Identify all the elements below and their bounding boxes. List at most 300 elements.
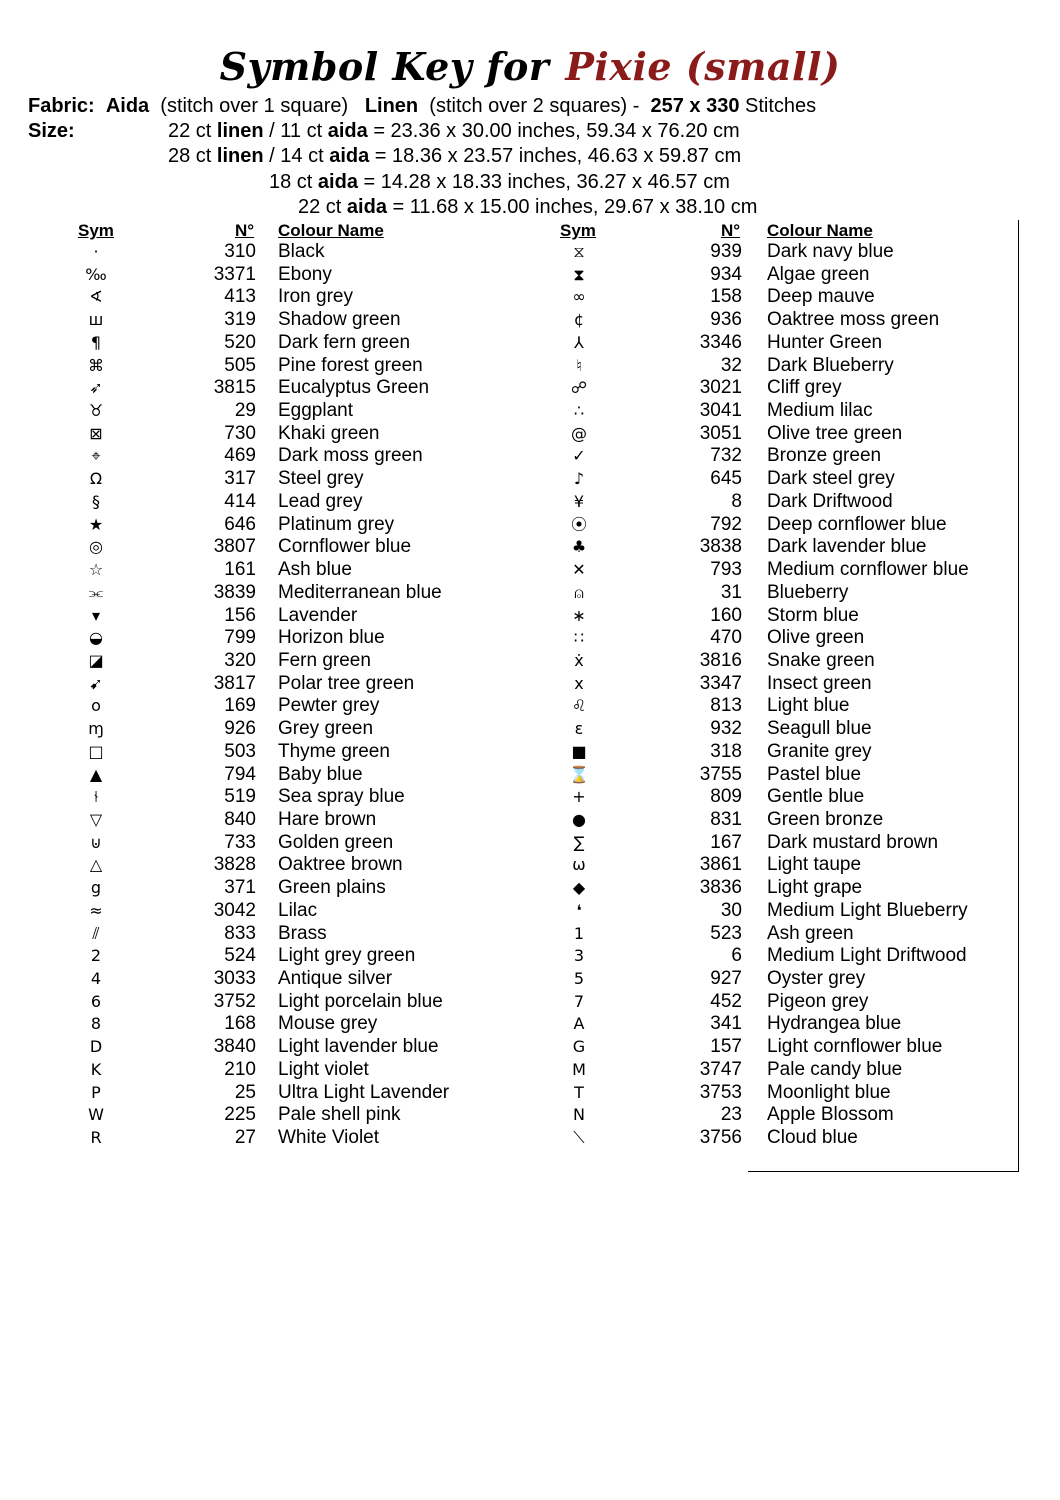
symbol-glyph: ★: [88, 514, 104, 534]
title-main: Symbol Key for: [219, 44, 550, 89]
thread-number: 794: [224, 763, 256, 785]
thread-number: 503: [224, 740, 256, 762]
colour-name: Light taupe: [767, 854, 862, 876]
symbol-glyph: ✓: [572, 446, 586, 466]
table-row: [0, 559, 1060, 582]
table-row: [0, 468, 1060, 491]
colour-name: Storm blue: [767, 604, 859, 626]
table-row: [0, 514, 1060, 537]
thread-number: 3817: [213, 672, 256, 694]
symbol-glyph: ⌖: [91, 446, 101, 466]
colour-name: Light grey green: [278, 945, 416, 967]
thread-number: 225: [224, 1104, 256, 1126]
colour-name: Cornflower blue: [278, 536, 412, 558]
colour-name: Medium Light Blueberry: [767, 899, 968, 921]
thread-number: 3861: [699, 854, 742, 876]
colour-name: White Violet: [278, 1127, 380, 1149]
colour-name: Blueberry: [767, 581, 849, 603]
colour-name: Pale shell pink: [278, 1104, 401, 1126]
colour-name: Medium lilac: [767, 400, 873, 422]
symbol-glyph: ·: [93, 242, 99, 261]
table-row: [0, 695, 1060, 718]
thread-number: 3347: [699, 672, 742, 694]
size-line-3-fabric: aida: [317, 171, 358, 193]
symbol-glyph: R: [90, 1128, 102, 1148]
symbol-glyph: ∑: [573, 832, 585, 852]
symbol-glyph: G: [572, 1037, 586, 1057]
symbol-glyph: P: [91, 1082, 101, 1102]
thread-number: 319: [224, 309, 256, 331]
thread-number: 30: [720, 899, 742, 921]
colour-name: Ebony: [278, 263, 332, 285]
table-row: [0, 1059, 1060, 1082]
thread-number: 939: [710, 241, 742, 262]
colour-name: Dark Blueberry: [767, 354, 894, 376]
colour-name: Snake green: [767, 649, 875, 671]
symbol-glyph: ☆: [88, 560, 104, 580]
colour-name: Lilac: [278, 899, 318, 921]
symbol-glyph: ◎: [89, 537, 103, 557]
colour-name: Grey green: [278, 718, 374, 740]
colour-name: Pewter grey: [278, 695, 380, 717]
colour-name: Pine forest green: [278, 354, 423, 376]
table-row: [0, 900, 1060, 923]
size-label: Size:: [28, 120, 75, 142]
symbol-glyph: ∢: [89, 287, 103, 307]
symbol-glyph: ¥: [573, 491, 585, 511]
colour-name: Apple Blossom: [767, 1104, 894, 1126]
symbol-glyph: ●: [572, 809, 586, 829]
thread-number: 3840: [213, 1036, 256, 1058]
title-pattern-name: Pixie (small): [565, 44, 841, 89]
symbol-glyph: ⫽: [92, 923, 100, 943]
table-row: [0, 945, 1060, 968]
table-row: [0, 377, 1060, 400]
thread-number: 32: [720, 354, 742, 376]
size-line-2-count: 28 ct: [168, 145, 212, 167]
symbol-glyph: ɱ: [88, 719, 104, 739]
table-row: [0, 1036, 1060, 1059]
table-row: [0, 332, 1060, 355]
thread-number: 3755: [699, 763, 742, 785]
thread-number: 732: [710, 445, 742, 467]
colour-name: Seagull blue: [767, 718, 872, 740]
thread-number: 3747: [699, 1058, 742, 1080]
symbol-glyph: ⊠: [89, 423, 103, 443]
thread-number: 3756: [699, 1127, 742, 1149]
colour-name: Shadow green: [278, 309, 401, 331]
size-line-1-mid: / 11 ct: [269, 120, 323, 142]
thread-number: 3371: [213, 263, 256, 285]
size-line-3-dims: = 14.28 x 18.33 inches, 36.27 x 46.57 cm: [363, 171, 730, 193]
colour-name: Dark moss green: [278, 445, 423, 467]
colour-name: Golden green: [278, 831, 394, 853]
symbol-glyph: ≈: [89, 900, 103, 920]
thread-number: 23: [720, 1104, 742, 1126]
size-line-2-fabric-a: linen: [216, 145, 264, 167]
size-line-1-fabric-a: linen: [216, 120, 264, 142]
thread-number: 645: [710, 468, 742, 490]
colour-name: Granite grey: [767, 740, 872, 762]
thread-number: 646: [224, 513, 256, 535]
table-row: [0, 264, 1060, 287]
symbol-glyph: D: [89, 1037, 103, 1057]
bottom-border-line: [748, 1171, 1019, 1172]
right-header-name: Colour Name: [767, 221, 873, 240]
size-line-2-mid: / 14 ct: [269, 145, 324, 167]
symbol-glyph: ♉: [88, 401, 104, 421]
table-row: [0, 718, 1060, 741]
symbol-glyph: ⟍: [573, 1128, 585, 1148]
thread-number: 3815: [213, 377, 256, 399]
symbol-glyph: ⌘: [88, 355, 104, 375]
colour-name: Hunter Green: [767, 331, 883, 353]
stitches-word: Stitches: [745, 95, 817, 117]
right-header-sym: Sym: [560, 221, 596, 240]
symbol-glyph: 1: [573, 923, 585, 943]
table-row: [0, 309, 1060, 332]
colour-name: Light lavender blue: [278, 1036, 439, 1058]
colour-name: Light grape: [767, 877, 863, 899]
thread-number: 27: [234, 1127, 256, 1149]
symbol-glyph: ▾: [91, 605, 101, 625]
colour-name: Oaktree moss green: [767, 309, 940, 331]
size-line-3: [269, 170, 730, 194]
right-header-num: N°: [721, 221, 741, 240]
thread-number: 469: [224, 445, 256, 467]
symbol-glyph: N: [573, 1105, 585, 1125]
thread-number: 167: [710, 831, 742, 853]
thread-number: 210: [224, 1058, 256, 1080]
colour-name: Ultra Light Lavender: [278, 1081, 450, 1103]
symbol-glyph: x: [574, 673, 584, 693]
symbol-glyph: ▽: [89, 809, 103, 829]
symbol-glyph: 5: [573, 969, 585, 988]
thread-number: 3752: [213, 990, 256, 1012]
thread-number: 813: [710, 695, 742, 717]
table-row: [0, 650, 1060, 673]
thread-number: 792: [710, 513, 742, 535]
table-row: [0, 445, 1060, 468]
table-row: [0, 1104, 1060, 1127]
symbol-glyph: g: [90, 878, 102, 898]
colour-name: Fern green: [278, 649, 371, 671]
table-row: [0, 786, 1060, 809]
symbol-glyph: ∞: [572, 287, 586, 307]
colour-name: Mouse grey: [278, 1013, 378, 1035]
symbol-glyph: ◆: [572, 878, 586, 898]
colour-name: Algae green: [767, 263, 870, 285]
symbol-glyph: ▲: [89, 764, 103, 784]
thread-number: 833: [224, 922, 256, 944]
thread-number: 793: [710, 559, 742, 581]
symbol-glyph: ⦿: [570, 514, 587, 534]
table-row: [0, 1082, 1060, 1105]
colour-name: Brass: [278, 922, 327, 944]
thread-number: 809: [710, 786, 742, 808]
fabric-linen-note: (stitch over 2 squares) -: [429, 95, 640, 117]
symbol-glyph: ♪: [573, 469, 585, 489]
thread-number: 318: [710, 740, 742, 762]
table-row: [0, 627, 1060, 650]
symbol-glyph: ⍝: [574, 582, 584, 602]
table-row: [0, 809, 1060, 832]
thread-number: 25: [234, 1081, 256, 1103]
symbol-glyph: ➶: [89, 378, 103, 398]
colour-name: Oyster grey: [767, 968, 866, 989]
thread-number: 519: [224, 786, 256, 808]
table-row: [0, 423, 1060, 446]
colour-name: Light violet: [278, 1058, 369, 1080]
symbol-glyph: 3: [573, 946, 585, 966]
fabric-aida: Aida: [105, 95, 150, 117]
stitch-count: 257 x 330: [650, 95, 740, 117]
fabric-label: Fabric:: [28, 95, 95, 117]
colour-name: Dark fern green: [278, 331, 411, 353]
symbol-glyph: ⅄: [574, 332, 584, 352]
thread-number: 341: [710, 1013, 742, 1035]
thread-number: 3807: [213, 536, 256, 558]
symbol-glyph: ◪: [88, 650, 104, 670]
symbol-glyph: ẋ: [574, 650, 584, 670]
fabric-line: [28, 94, 816, 118]
thread-number: 505: [224, 354, 256, 376]
colour-name: Ash green: [767, 922, 854, 944]
colour-name: Oaktree brown: [278, 854, 403, 876]
colour-name: Olive green: [767, 627, 865, 649]
thread-number: 168: [224, 1013, 256, 1035]
symbol-glyph: ⊍: [90, 832, 102, 852]
colour-name: Dark steel grey: [767, 468, 895, 490]
symbol-glyph: ¶: [90, 332, 102, 352]
thread-number: 317: [224, 468, 256, 490]
symbol-glyph: ε: [574, 719, 584, 739]
table-row: [0, 400, 1060, 423]
thread-number: 160: [710, 604, 742, 626]
thread-number: 169: [224, 695, 256, 717]
table-row: [0, 673, 1060, 696]
symbol-glyph: ♮: [576, 355, 582, 375]
colour-name: Gentle blue: [767, 786, 865, 808]
colour-name: Thyme green: [278, 740, 390, 762]
thread-number: 3033: [213, 968, 256, 989]
colour-name: Eucalyptus Green: [278, 377, 430, 399]
thread-number: 8: [731, 490, 742, 512]
colour-name: Hare brown: [278, 808, 377, 830]
symbol-glyph: ∗: [572, 605, 586, 625]
table-row: [0, 1013, 1060, 1036]
symbol-glyph: ☍: [570, 378, 588, 398]
size-line-4: [298, 195, 757, 219]
colour-name: Polar tree green: [278, 672, 415, 694]
table-row: [0, 491, 1060, 514]
colour-name: Green plains: [278, 877, 386, 899]
thread-number: 3753: [699, 1081, 742, 1103]
table-row: [0, 832, 1060, 855]
thread-number: 3828: [213, 854, 256, 876]
size-line-4-fabric: aida: [346, 196, 387, 218]
thread-number: 3346: [699, 331, 742, 353]
symbol-glyph: 7: [573, 991, 585, 1011]
table-row: [0, 764, 1060, 787]
table-row: [0, 1127, 1060, 1150]
colour-name: Cliff grey: [767, 377, 842, 399]
thread-number: 320: [224, 649, 256, 671]
thread-number: 3838: [699, 536, 742, 558]
colour-name: Light cornflower blue: [767, 1036, 943, 1058]
symbol-glyph: ш: [88, 310, 104, 330]
colour-name: Insect green: [767, 672, 872, 694]
thread-number: 470: [710, 627, 742, 649]
colour-name: Lead grey: [278, 490, 363, 512]
symbol-glyph: ⫘: [88, 582, 104, 602]
thread-number: 31: [720, 581, 742, 603]
table-row: [0, 241, 1060, 264]
colour-name: Light porcelain blue: [278, 990, 443, 1012]
size-line-1: [168, 119, 740, 143]
colour-name: Hydrangea blue: [767, 1013, 902, 1035]
size-line-1-count: 22 ct: [168, 120, 212, 142]
left-header-name: Colour Name: [278, 221, 384, 240]
thread-number: 926: [224, 718, 256, 740]
symbol-glyph: ω: [572, 855, 586, 875]
thread-number: 371: [224, 877, 256, 899]
table-row: [0, 605, 1060, 628]
thread-number: 413: [224, 286, 256, 308]
colour-name: Light blue: [767, 695, 850, 717]
symbol-glyph: M: [572, 1059, 586, 1079]
thread-number: 161: [224, 559, 256, 581]
colour-name: Ash blue: [278, 559, 352, 581]
symbol-glyph: +: [572, 787, 586, 807]
colour-name: Medium cornflower blue: [767, 559, 969, 581]
size-line-2: [168, 144, 741, 168]
size-line-1-dims: = 23.36 x 30.00 inches, 59.34 x 76.20 cm: [373, 120, 740, 142]
table-row: [0, 877, 1060, 900]
symbol-glyph: ∴: [573, 401, 585, 421]
colour-name: Dark navy blue: [767, 241, 894, 262]
table-row: [0, 536, 1060, 559]
size-line-4-dims: = 11.68 x 15.00 inches, 29.67 x 38.10 cm: [392, 196, 758, 218]
symbol-glyph: ❛: [576, 900, 582, 920]
thread-number: 3051: [699, 422, 742, 444]
symbol-glyph: □: [88, 741, 104, 761]
thread-number: 927: [710, 968, 742, 989]
table-row: [0, 741, 1060, 764]
thread-number: 157: [710, 1036, 742, 1058]
symbol-glyph: @: [571, 423, 587, 443]
colour-name: Olive tree green: [767, 422, 903, 444]
thread-number: 29: [234, 400, 256, 422]
fabric-aida-note: (stitch over 1 square): [160, 95, 349, 117]
colour-name: Deep cornflower blue: [767, 513, 947, 535]
symbol-glyph: 4: [90, 969, 102, 988]
left-header-sym: Sym: [78, 221, 114, 240]
symbol-glyph: ¢: [573, 310, 585, 330]
thread-number: 799: [224, 627, 256, 649]
colour-name: Bronze green: [767, 445, 882, 467]
symbol-glyph: 8: [90, 1014, 102, 1034]
thread-number: 452: [710, 990, 742, 1012]
colour-name: Dark lavender blue: [767, 536, 927, 558]
thread-number: 3021: [699, 377, 742, 399]
symbol-glyph: A: [573, 1014, 585, 1034]
thread-number: 936: [710, 309, 742, 331]
colour-name: Pigeon grey: [767, 990, 869, 1012]
size-line-2-dims: = 18.36 x 23.57 inches, 46.63 x 59.87 cm: [374, 145, 742, 167]
colour-name: Green bronze: [767, 808, 884, 830]
colour-name: Baby blue: [278, 763, 363, 785]
colour-name: Black: [278, 241, 325, 262]
colour-name: Lavender: [278, 604, 358, 626]
colour-name: Pastel blue: [767, 763, 862, 785]
table-row: [0, 854, 1060, 877]
thread-number: 3839: [213, 581, 256, 603]
colour-name: Pale candy blue: [767, 1058, 903, 1080]
size-line-1-fabric-b: aida: [327, 120, 368, 142]
colour-name: Steel grey: [278, 468, 364, 490]
symbol-glyph: ♣: [571, 537, 587, 557]
colour-name: Cloud blue: [767, 1127, 858, 1149]
size-line-2-fabric-b: aida: [329, 145, 370, 167]
colour-name: Horizon blue: [278, 627, 385, 649]
thread-number: 3042: [213, 899, 256, 921]
symbol-glyph: T: [574, 1082, 584, 1102]
page-title: [0, 42, 1060, 92]
thread-number: 310: [224, 241, 256, 262]
symbol-glyph: ⫮: [93, 787, 99, 807]
colour-name: Eggplant: [278, 400, 354, 422]
symbol-glyph: 2: [90, 946, 102, 966]
right-symbol-table: [0, 241, 1060, 1150]
table-row: [0, 355, 1060, 378]
colour-name: Iron grey: [278, 286, 353, 308]
symbol-glyph: ⧖: [573, 242, 585, 261]
thread-number: 3816: [699, 649, 742, 671]
fabric-linen: Linen: [364, 95, 419, 117]
symbol-glyph: o: [91, 696, 101, 716]
colour-name: Sea spray blue: [278, 786, 405, 808]
right-border-line: [1018, 220, 1019, 1172]
symbol-glyph: △: [89, 855, 103, 875]
table-row: [0, 923, 1060, 946]
thread-number: 840: [224, 808, 256, 830]
thread-number: 524: [224, 945, 256, 967]
symbol-glyph: 6: [90, 991, 102, 1011]
size-line-3-count: 18 ct: [269, 171, 313, 193]
thread-number: 3836: [699, 877, 742, 899]
size-line-4-count: 22 ct: [298, 196, 342, 218]
colour-name: Deep mauve: [767, 286, 875, 308]
thread-number: 520: [224, 331, 256, 353]
symbol-glyph: Ω: [89, 469, 103, 489]
symbol-glyph: ■: [571, 741, 587, 761]
symbol-glyph: ⌛: [569, 764, 589, 784]
thread-number: 158: [710, 286, 742, 308]
table-row: [0, 968, 1060, 991]
colour-name: Antique silver: [278, 968, 393, 989]
thread-number: 156: [224, 604, 256, 626]
symbol-glyph: ♌: [571, 696, 587, 716]
colour-name: Moonlight blue: [767, 1081, 891, 1103]
colour-name: Dark Driftwood: [767, 490, 893, 512]
thread-number: 414: [224, 490, 256, 512]
thread-number: 6: [731, 945, 742, 967]
thread-number: 831: [710, 808, 742, 830]
colour-name: Khaki green: [278, 422, 380, 444]
table-row: [0, 286, 1060, 309]
symbol-glyph: ∷: [573, 628, 585, 648]
